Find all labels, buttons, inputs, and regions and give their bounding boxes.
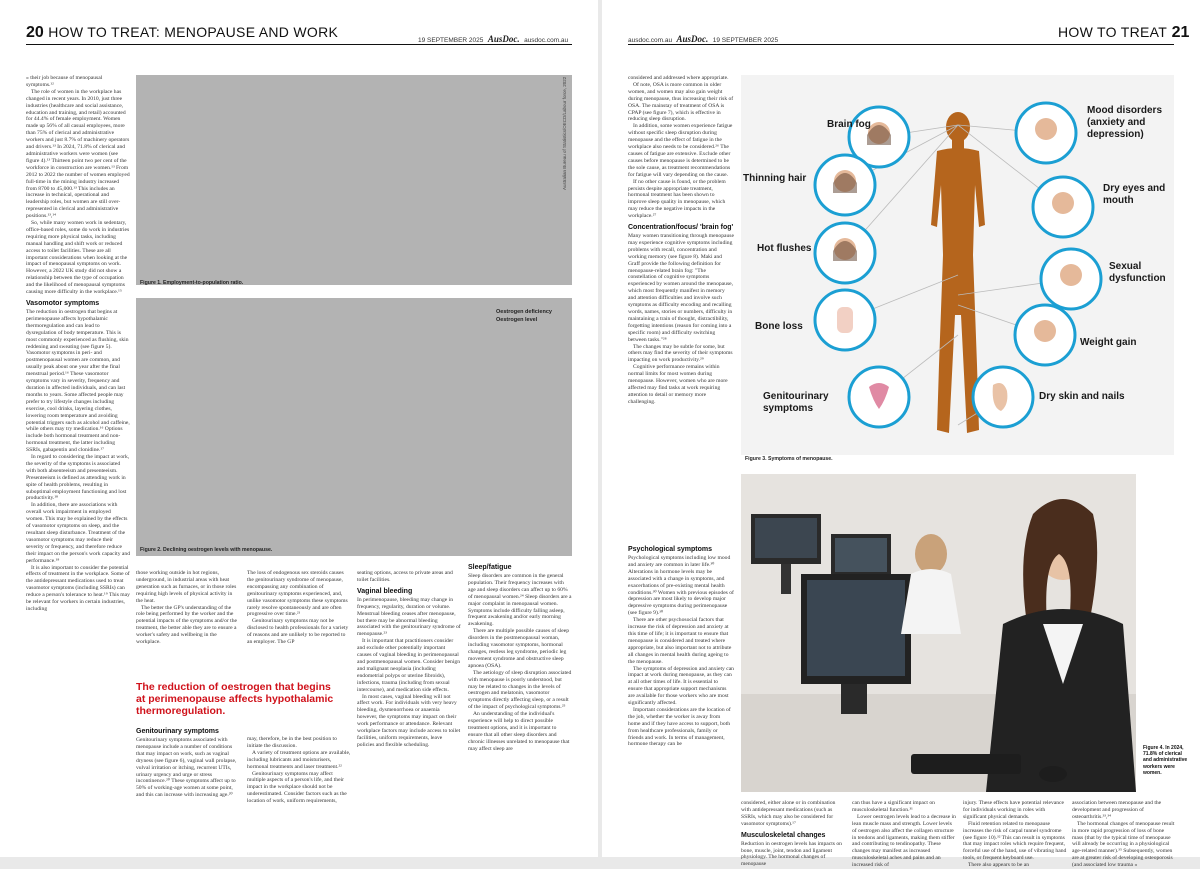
issue-date: 19 SEPTEMBER 2025 [418, 37, 484, 44]
subheading: Concentration/focus/ 'brain fog' [628, 224, 734, 232]
right-page-meta [628, 29, 778, 49]
paragraph: In perimenopause, bleeding may change in frequency, regularity, duration or volume. Menstrual bleeding ceases after menopause, but there may be abnormal bleeding associated with the genitourinary syndrome of menopause.²³ [357, 596, 461, 638]
paragraph: « their job because of menopausal symptoms.¹² [26, 75, 103, 88]
article-column-4 [963, 800, 1067, 869]
paragraph: The aetiology of sleep disruption associated with menopause is poorly understood, but may be related to changes in the levels of oestrogen and melatonin, vasomotor symptoms directly affecting sleep, or a result of the impact of psychological symptoms.²⁵ [468, 669, 572, 711]
paragraph: Genitourinary symptoms may not be disclosed to health professionals for a variety of reasons and are unlikely to be reported to an employer. The GP [247, 618, 349, 646]
label-genitourinary: Genitourinary symptoms [763, 391, 829, 414]
paragraph: The reduction in oestrogen that begins at perimenopause affects hypothalamic thermoregulation and can lead to dysregulation of body temperature. This is most commonly experienced as flushing, skin reddening and sweating (see figure 5). Vasomotor symptoms in peri- and postmenopausal women are common, and usually peak about one year after the final menstrual period.¹⁶ These vasomotor symptoms vary in severity, frequency and duration in affected individuals, and can last months to years. Some affected people may prefer to try lifestyle changes including exercise, cool drinks, layering clothes, lowering room temperature and avoiding potential triggers such as alcohol and caffeine, while others may try medication.¹⁶ Options include both hormonal treatment and non-hormonal treatment, the latter including SSRIs, gabapentin and clonidine.¹⁷ [26, 309, 130, 454]
paragraph: In addition, there are associations with overall work impairment in employed women. This may be explained by the effects of vasomotor symptoms on sleep, and the resultant sleep disturbance. Treatment of the vasomotor symptoms may reduce their severity or frequency, and therefore reduce their impact on the person's work capacity and performance.¹⁸ [26, 502, 130, 564]
paragraph: There are other psychosocial factors that increase the risk of depression and anxiety at this time of life; it is important to ensure that menopause is considered and treated where appropriate, but also important not to attribute all changes in mental health during ageing to the menopause. [628, 617, 732, 665]
article-column-2a [136, 570, 240, 680]
pull-quote: The reduction of oestrogen that begins at perimenopause affects hypothalamic thermoregulation. [136, 681, 334, 717]
section-title: HOW TO TREAT [1058, 24, 1168, 40]
section-title: HOW TO TREAT: MENOPAUSE AND WORK [48, 24, 339, 40]
label-brain-fog: Brain fog [827, 119, 871, 130]
figure-1-source: Australian Bureau of Statistics/OECD/Labour force, 2022 [562, 76, 567, 190]
paragraph: may, therefore, be in the best position to initiate the discussion. [247, 736, 337, 749]
issue-date: 19 SEPTEMBER 2025 [712, 37, 779, 44]
left-page-meta [418, 29, 568, 49]
office-workers-illustration [741, 474, 1136, 792]
label-sexual-dysfunction: Sexual dysfunction [1109, 261, 1166, 284]
right-page-header [1058, 24, 1189, 44]
figure-3-caption: Figure 3. Symptoms of menopause. [745, 456, 833, 462]
paragraph: considered and addressed where appropriate. [628, 75, 729, 81]
label-dry-eyes: Dry eyes and mouth [1103, 183, 1166, 206]
paragraph: The role of women in the workplace has changed in recent years. In 2010, just three industries (healthcare and social assistance, education and training, and retail) accounted for 44.4% of female employment. Women made up 56% of all casual employees, more than 75% of clerical and administrative workers and just 8.7% of machinery operators and drivers.¹³ In 2024, 71.8% of clerical and administrative workers were women (see figure 4).¹³ Thirteen point two per cent of the workforce in construction are women.¹³ From 2012 to 2022 the number of women employed full-time in the mining industry increased from 8700 to 45,000.¹³ This includes an increase in technical, operational and leadership roles, but women are still over-represented in clerical and administrative positions.¹³,¹⁴ [26, 88, 130, 220]
paragraph: It is also important to consider the potential effects of treatment in the workplace. Some of the antidepressant medications used to treat vasomotor symptoms (including SSRIs) can reduce a person's tolerance to heat.¹⁹ This may be relevant for workers in certain industries, including [26, 564, 130, 612]
article-column-5 [1072, 800, 1176, 869]
subheading: Vasomotor symptoms [26, 300, 100, 307]
header-rule [628, 44, 1174, 45]
subheading: Musculoskeletal changes [741, 831, 826, 839]
figure-2-image [136, 298, 572, 556]
subheading: Sleep/fatigue [468, 564, 512, 571]
paragraph: those working outside in hot regions, underground, in industrial areas with heat generation such as furnaces, or in those roles requiring high levels of physical activity in the heat. [136, 570, 237, 604]
paragraph: Fluid retention related to menopause increases the risk of carpal tunnel syndrome (see figure 10).³² This can result in symptoms that may impact roles which require frequent, forceful use of the hand, use of vibrating hand tools, or frequent keyboard use. [963, 820, 1067, 862]
figure-3-infographic [741, 75, 1174, 455]
brand-logo: AusDoc. [487, 34, 520, 44]
brand-logo: AusDoc. [676, 34, 709, 44]
figure-4-caption: Figure 4. In 2024, 71.8% of clerical and administrative workers were women. [1143, 745, 1188, 776]
legend-item: Oestrogen level [496, 317, 538, 323]
article-column-2b [136, 728, 240, 838]
article-column-2 [741, 800, 845, 868]
paragraph: Genitourinary symptoms associated with menopause include a number of conditions that may impact on work, such as vaginal dryness (see figure 6), vaginal wall prolapse, vulval irritation or itching, recurrent UTIs, urinary urgency and urge or stress incontinence.²⁰ These symptoms affect up to 50% of working-age women at some point, and this can increase with increasing age.²⁰ [136, 737, 237, 799]
legend-item: Oestrogen deficiency [496, 309, 552, 315]
article-column-4 [357, 570, 461, 838]
site-url: ausdoc.com.au [628, 37, 673, 44]
paragraph: In regard to considering the impact at work, the severity of the symptoms is associated with both absenteeism and presenteeism. Presenteeism is defined as attending work in spite of health problems, resulting in suboptimal employment functioning and lost productivity.¹⁸ [26, 454, 130, 502]
paragraph: association between menopause and the development and progression of osteoarthritis.³³,³⁴ [1072, 800, 1162, 820]
paragraph: The symptoms of depression and anxiety can impact at work during menopause, as they can at all other times of life. It is essential to ensure that appropriate support mechanisms are available for those workers who are most significantly affected. [628, 665, 734, 707]
paragraph: In most cases, vaginal bleeding will not affect work. For individuals with very heavy bleeding, dysmenorrhoea or anaemia however, the symptoms may impact on their work performance or attendance. Relevant workplace factors may include access to toilet facilities, uniform requirements, leave policies and flexible scheduling. [357, 693, 461, 748]
figure-2-legend [496, 308, 552, 324]
figure-1-caption: Figure 1. Employment-to-population ratio. [140, 280, 244, 286]
paragraph: If no other cause is found, or the problem persists despite appropriate treatment, hormonal treatment has been shown to improve sleep quality in menopause, which may reduce the negative impacts in the workplace.²⁷ [628, 178, 726, 220]
paragraph: The loss of endogenous sex steroids causes the genitourinary syndrome of menopause, encompassing any combination of genitourinary symptoms experienced, and, unlike vasomotor symptoms these symptoms rarely resolve spontaneously and are often progressive over time.²¹ [247, 570, 348, 618]
paragraph: Genitourinary symptoms may affect multiple aspects of a person's life, and their impact in the workplace should not be underestimated. Consider factors such as the location of work, uniform requirements, [247, 770, 347, 805]
page-number: 21 [1171, 24, 1190, 41]
subheading: Genitourinary symptoms [136, 728, 219, 735]
paragraph: considered, either alone or in combination with antidepressant medications (such as SSRIs, which may also be considered for vasomotor symptoms).¹⁷ [741, 800, 836, 827]
paragraph: Important considerations are the location of the job, whether the worker is away from home and if they have access to support, both from healthcare professionals, family or friends and work. In terms of management, hormone therapy can be [628, 706, 731, 748]
article-column-3b [247, 736, 351, 838]
header-rule [26, 44, 572, 45]
paragraph: In addition, some women experience fatigue without specific sleep disruption during menopause and the effect of fatigue in the workplace also needs to be considered.²⁶ The causes of fatigue are extensive. Exclude other causes before menopause is determined to be the sole cause, as treatment recommendations for fatigue will vary depending on the cause. [628, 123, 733, 178]
paragraph: An understanding of the individual's experience will help to direct possible treatment options, and it is important to ensure that all other sleep disorders and chronic illnesses unrelated to menopause that may affect sleep are [468, 711, 570, 752]
site-url: ausdoc.com.au [524, 37, 569, 44]
label-thinning-hair: Thinning hair [743, 173, 807, 184]
label-hot-flushes: Hot flushes [757, 243, 812, 254]
paragraph: Reduction in oestrogen levels has impacts on bone, muscle, joint, tendon and ligament physiology. The hormonal changes of menopause [741, 840, 842, 868]
paragraph: There also appears to be an [968, 862, 1030, 869]
figure-4-photo [741, 474, 1136, 792]
left-page-header [26, 24, 338, 44]
article-column-1b [628, 546, 734, 838]
article-column-3a [247, 570, 351, 680]
paragraph: seating options, access to private areas and toilet facilities. [357, 570, 453, 583]
label-bone-loss: Bone loss [755, 321, 803, 332]
page-number: 20 [26, 24, 44, 41]
article-column-5 [468, 564, 572, 838]
figure-2-caption: Figure 2. Declining oestrogen levels with menopause. [140, 547, 273, 553]
paragraph: The better the GP's understanding of the role being performed by the worker and the potential impacts of the symptoms and/or the treatment, the better able they are to ensure a worker's safety and wellbeing in the workplace. [136, 604, 237, 646]
paragraph: The changes may be subtle for some, but others may find the severity of their symptoms impacting on work productivity.²⁹ [628, 343, 733, 364]
paragraph: It is important that practitioners consider and exclude other potentially important causes of vaginal bleeding in perimenopausal and postmenopausal women. Consider benign and malignant neoplasia (including endometrial polyps or uterine fibroids), infections, trauma (including from sexual intercourse), and medication side effects. [357, 638, 461, 693]
paragraph: There are multiple possible causes of sleep disorders in the postmenopausal woman, including vasomotor symptoms, hormonal changes, restless leg syndrome, periodic leg movement syndrome and obstructive sleep apnoea (OSA). [468, 628, 569, 669]
paragraph: can thus have a significant impact on musculoskeletal function.³¹ [852, 800, 935, 813]
label-weight-gain: Weight gain [1080, 337, 1137, 348]
paragraph: Sleep disorders are common in the general population. Their frequency increases with age and sleep disorders can affect up to 60% of menopausal women.²⁴ Sleep disorders are a major complaint in menopausal women. Symptoms include difficulty falling asleep, frequent awakening and/or early morning awakening. [468, 573, 572, 628]
paragraph: The hormonal changes of menopause result in more rapid progression of loss of bone mass (that by the typical time of menopause will already be occurring in a physiological age-related manner).³⁵ Subsequently, women are at greater risk of developing osteoporosis (and associated low trauma » [1072, 820, 1175, 869]
left-page [0, 0, 598, 857]
paragraph: So, while many women work in sedentary, office-based roles, some do work in industries requiring more physical tasks, including manual handling and shift work or reduced access to toilet facilities. These are all important considerations when looking at the impact of menopausal symptoms on work. However, a 2022 UK study did not show a relationship between the type of occupation and the likelihood of menopausal symptoms causing more difficulty in the workplace.¹⁵ [26, 220, 130, 296]
figure-1-image [136, 75, 572, 285]
paragraph: Of note, OSA is more common in older women, and women may also gain weight during menopause, thus increasing their risk of OSA. The mainstay of treatment of OSA is CPAP (see figure 7), which is effective in reducing sleep disruption. [628, 81, 734, 123]
article-column-1 [628, 75, 734, 545]
paragraph: Cognitive performance remains within normal limits for most women during menopause. However, women who are more affected may find tasks at work requiring attention to detail or memory more challenging. [628, 364, 728, 405]
label-mood-disorders: Mood disorders (anxiety and depression) [1087, 105, 1163, 140]
label-dry-skin: Dry skin and nails [1039, 391, 1125, 402]
subheading: Vaginal bleeding [357, 587, 413, 595]
article-column-1 [26, 75, 130, 835]
paragraph: A variety of treatment options are available, including lubricants and moisturisers, hormonal treatments and laser treatment.²² [247, 749, 351, 770]
subheading: Psychological symptoms [628, 546, 713, 553]
paragraph: Psychological symptoms including low mood and anxiety are common in later life.³⁰ Alterations in hormone levels may be associated with a change in symptoms, and exacerbations of pre-existing mental health conditions.³⁰ Women with previous episodes of depression are most likely to develop major depressive symptoms during perimenopause (see figure 9).³⁰ [628, 555, 734, 617]
paragraph: injury. These effects have potential relevance for individuals working in roles with significant physical demands. [963, 800, 1065, 820]
paragraph: Many women transitioning through menopause may experience cognitive symptoms including problems with recall, concentration and working memory (see figure 8). Maki and Graff provide the following definition for menopause-related brain fog: "The constellation of cognitive symptoms experienced by women around the menopause, which most frequently manifest in memory and attention difficulties and involve such symptoms as difficulty encoding and recalling words, names, stories or numbers, difficulty in maintaining a train of thought, distractibility, forgetting intentions (reason for coming into a specific room) and difficulty switching between tasks."²⁸ [628, 233, 734, 343]
right-page [602, 0, 1200, 869]
article-column-3 [852, 800, 956, 869]
paragraph: Lower oestrogen levels lead to a decrease in lean muscle mass and strength. Lower levels of oestrogen also affect the collagen structure in tendons and ligaments, making them stiffer and contributing to tendinopathy. These changes may manifest as increased musculoskeletal aches and pains and an increased risk of [852, 813, 956, 869]
